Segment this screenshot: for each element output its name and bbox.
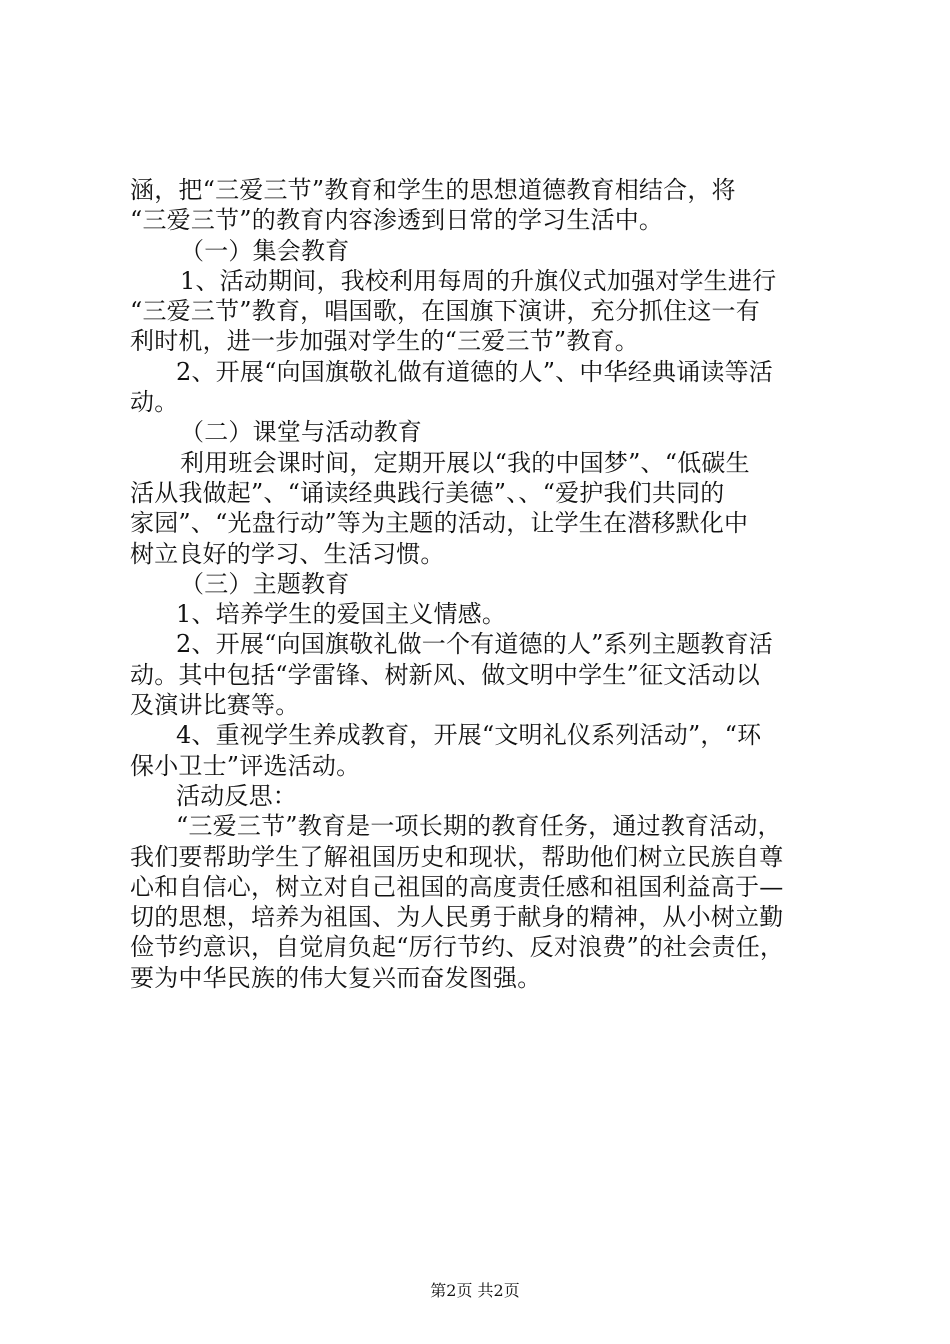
text-line: （三）主题教育 xyxy=(180,569,350,598)
text-line: 树立良好的学习、生活习惯。 xyxy=(130,539,445,568)
text-line: 活动反思： xyxy=(176,781,297,810)
page-footer: 第2页 共2页 xyxy=(430,1281,520,1300)
text-line: 家园”、“光盘行动”等为主题的活动，让学生在潜移默化中 xyxy=(130,509,749,538)
text-line: 利时机，进一步加强对学生的“三爱三节”教育。 xyxy=(130,327,639,356)
text-line: “三爱三节”教育，唱国歌，在国旗下演讲，充分抓住这一有 xyxy=(130,297,760,326)
document-body xyxy=(130,175,830,993)
text-line: 保小卫士”评选活动。 xyxy=(130,751,361,780)
text-line: 1、培养学生的爱国主义情感。 xyxy=(176,600,507,629)
text-line: 涵，把“三爱三节”教育和学生的思想道德教育相结合，将 xyxy=(130,176,736,204)
text-line: 活从我做起”、“诵读经典践行美德”、、“爱护我们共同的 xyxy=(130,478,725,507)
text-line: 要为中华民族的伟大复兴而奋发图强。 xyxy=(130,963,542,992)
text-line: 我们要帮助学生了解祖国历史和现状，帮助他们树立民族自尊 xyxy=(130,842,784,871)
text-line: 动。 xyxy=(130,388,179,417)
text-line: 4、重视学生养成教育，开展“文明礼仪系列活动”，“环 xyxy=(176,721,762,750)
text-line: （一）集会教育 xyxy=(180,236,350,265)
text-line: 利用班会课时间，定期开展以“我的中国梦”、“低碳生 xyxy=(180,448,750,477)
text-line: 俭节约意识，自觉肩负起“厉行节约、反对浪费”的社会责任， xyxy=(130,933,785,962)
text-line: “三爱三节”的教育内容渗透到日常的学习生活中。 xyxy=(130,206,664,235)
text-line: 2、开展“向国旗敬礼做有道德的人”、中华经典诵读等活 xyxy=(176,357,774,386)
text-line: 2、开展“向国旗敬礼做一个有道德的人”系列主题教育活 xyxy=(176,630,774,659)
text-line: 心和自信心，树立对自己祖国的高度责任感和祖国利益高于— xyxy=(130,872,784,901)
text-line: 动。其中包括“学雷锋、树新风、做文明中学生”征文活动以 xyxy=(130,660,760,689)
text-line: 及演讲比赛等。 xyxy=(130,691,300,720)
text-line: （二）课堂与活动教育 xyxy=(180,418,422,447)
text-line: “三爱三节”教育是一项长期的教育任务，通过教育活动， xyxy=(176,812,782,841)
text-line: 1、活动期间，我校利用每周的升旗仪式加强对学生进行 xyxy=(180,266,777,295)
text-line: 切的思想，培养为祖国、为人民勇于献身的精神，从小树立勤 xyxy=(130,903,784,932)
